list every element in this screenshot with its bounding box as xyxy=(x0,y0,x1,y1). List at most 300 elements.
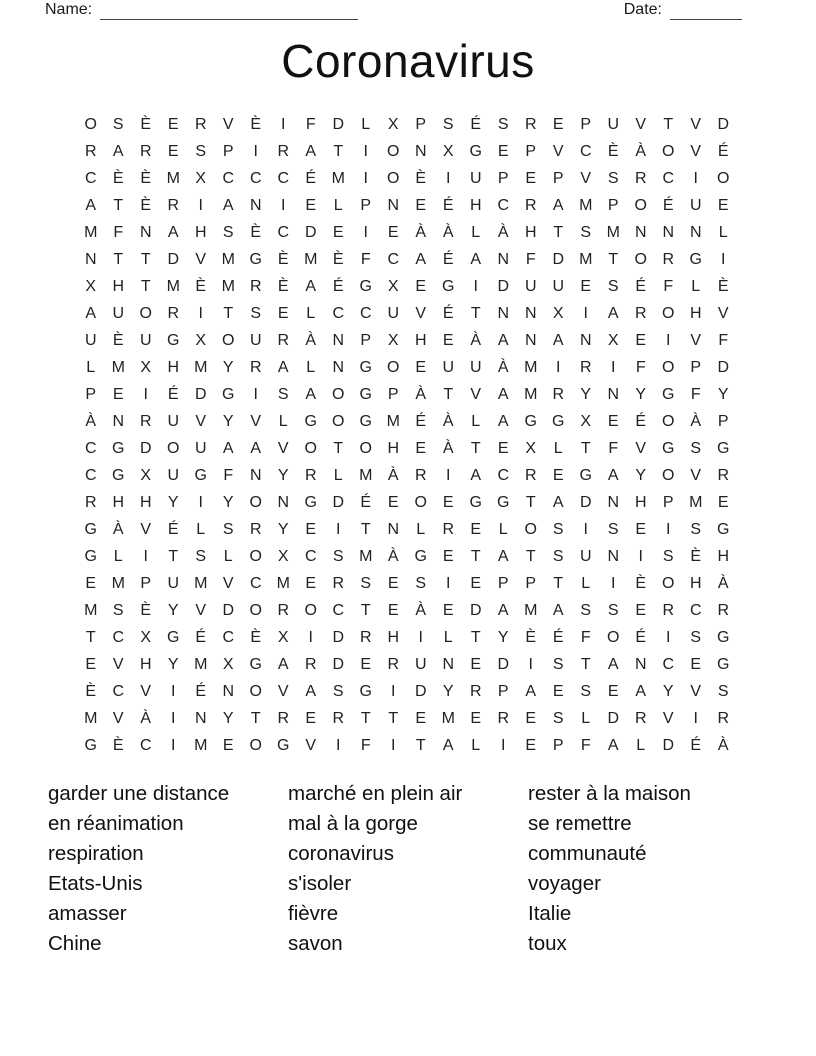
grid-cell: G xyxy=(304,493,317,511)
grid-cell: E xyxy=(167,115,179,133)
grid-cell: E xyxy=(580,277,592,295)
grid-cell: H xyxy=(524,223,537,241)
grid-cell: H xyxy=(112,277,125,295)
grid-cell: X xyxy=(442,142,454,160)
grid-cell: H xyxy=(689,304,702,322)
grid-cell: É xyxy=(690,736,702,754)
grid-cell: E xyxy=(442,493,454,511)
grid-cell: O xyxy=(387,142,400,160)
grid-cell: S xyxy=(580,223,592,241)
grid-cell: I xyxy=(446,466,451,484)
grid-cell: D xyxy=(662,736,675,754)
grid-cell: F xyxy=(305,115,316,133)
grid-cell: R xyxy=(332,574,345,592)
grid-cell: R xyxy=(717,709,730,727)
grid-cell: N xyxy=(332,331,345,349)
grid-cell: R xyxy=(304,466,317,484)
grid-cell: O xyxy=(662,412,675,430)
grid-cell: R xyxy=(277,601,290,619)
grid-cell: U xyxy=(387,304,400,322)
grid-cell: G xyxy=(524,412,537,430)
grid-cell: I xyxy=(528,655,533,673)
grid-cell: G xyxy=(359,277,372,295)
grid-cell: E xyxy=(525,709,537,727)
word-item: fièvre xyxy=(288,902,339,925)
grid-cell: E xyxy=(360,655,372,673)
grid-cell: E xyxy=(635,520,647,538)
grid-cell: R xyxy=(717,466,730,484)
grid-cell: E xyxy=(277,304,289,322)
grid-cell: A xyxy=(277,358,289,376)
grid-cell: Y xyxy=(222,493,234,511)
grid-cell: É xyxy=(635,628,647,646)
grid-cell: L xyxy=(581,709,591,727)
grid-cell: X xyxy=(387,277,399,295)
grid-cell: E xyxy=(470,574,482,592)
grid-cell: F xyxy=(113,223,124,241)
grid-cell: N xyxy=(607,493,620,511)
grid-cell: L xyxy=(333,466,343,484)
grid-cell: I xyxy=(391,736,396,754)
grid-cell: É xyxy=(167,520,179,538)
word-item: garder une distance xyxy=(48,782,230,805)
grid-cell: E xyxy=(442,547,454,565)
grid-cell: É xyxy=(442,196,454,214)
grid-cell: É xyxy=(442,250,454,268)
grid-cell: P xyxy=(662,493,674,511)
grid-cell: I xyxy=(666,520,671,538)
grid-cell: N xyxy=(524,331,537,349)
grid-cell: X xyxy=(525,439,537,457)
grid-cell: E xyxy=(470,520,482,538)
grid-cell: M xyxy=(111,358,125,376)
grid-cell: A xyxy=(167,223,179,241)
grid-cell: E xyxy=(112,385,124,403)
grid-cell: I xyxy=(363,142,368,160)
grid-cell: G xyxy=(497,493,510,511)
grid-cell: È xyxy=(112,331,124,349)
grid-cell: U xyxy=(84,331,97,349)
grid-cell: P xyxy=(140,574,152,592)
grid-cell: É xyxy=(635,277,647,295)
grid-cell: E xyxy=(387,223,399,241)
grid-cell: I xyxy=(611,574,616,592)
grid-cell: V xyxy=(580,169,592,187)
grid-cell: M xyxy=(194,574,208,592)
grid-cell: F xyxy=(718,331,729,349)
grid-cell: À xyxy=(85,412,97,430)
grid-cell: A xyxy=(552,601,564,619)
grid-cell: N xyxy=(249,196,262,214)
grid-cell: O xyxy=(139,304,152,322)
grid-cell: R xyxy=(634,709,647,727)
grid-cell: I xyxy=(198,304,203,322)
grid-cell: L xyxy=(718,223,728,241)
grid-cell: O xyxy=(249,736,262,754)
grid-cell: È xyxy=(112,169,124,187)
grid-cell: T xyxy=(360,709,371,727)
grid-cell: É xyxy=(332,277,344,295)
grid-cell: È xyxy=(140,115,152,133)
grid-cell: M xyxy=(166,169,180,187)
grid-cell: A xyxy=(552,493,564,511)
grid-cell: L xyxy=(443,628,453,646)
grid-cell: A xyxy=(250,439,262,457)
grid-cell: A xyxy=(497,547,509,565)
grid-cell: A xyxy=(470,466,482,484)
grid-cell: E xyxy=(222,736,234,754)
grid-cell: A xyxy=(635,682,647,700)
grid-cell: I xyxy=(693,709,698,727)
grid-cell: Y xyxy=(167,655,179,673)
grid-cell: I xyxy=(363,169,368,187)
grid-cell: R xyxy=(524,466,537,484)
grid-cell: C xyxy=(497,196,510,214)
grid-cell: È xyxy=(112,736,124,754)
grid-cell: L xyxy=(361,115,371,133)
grid-cell: U xyxy=(442,358,455,376)
grid-cell: C xyxy=(249,169,262,187)
grid-cell: M xyxy=(221,250,235,268)
grid-cell: T xyxy=(85,628,96,646)
grid-cell: O xyxy=(249,547,262,565)
grid-cell: R xyxy=(249,520,262,538)
grid-cell: D xyxy=(497,655,510,673)
grid-cell: É xyxy=(305,169,317,187)
date-label: Date: xyxy=(623,1,662,18)
grid-cell: O xyxy=(332,412,345,430)
grid-cell: R xyxy=(717,601,730,619)
grid-cell: È xyxy=(140,601,152,619)
grid-cell: I xyxy=(666,628,671,646)
grid-cell: E xyxy=(305,520,317,538)
grid-cell: F xyxy=(525,250,536,268)
grid-cell: T xyxy=(580,655,591,673)
grid-cell: À xyxy=(497,223,509,241)
grid-cell: D xyxy=(552,250,565,268)
grid-cell: R xyxy=(139,412,152,430)
grid-cell: G xyxy=(717,628,730,646)
grid-cell: S xyxy=(442,115,454,133)
grid-cell: I xyxy=(281,115,286,133)
grid-cell: F xyxy=(360,736,371,754)
grid-cell: I xyxy=(143,385,148,403)
grid-cell: É xyxy=(442,304,454,322)
grid-cell: N xyxy=(84,250,97,268)
grid-cell: È xyxy=(277,250,289,268)
grid-cell: D xyxy=(332,493,345,511)
grid-cell: V xyxy=(635,115,647,133)
grid-cell: I xyxy=(308,628,313,646)
grid-cell: S xyxy=(607,601,619,619)
grid-cell: G xyxy=(222,385,235,403)
grid-cell: X xyxy=(195,169,207,187)
grid-cell: N xyxy=(139,223,152,241)
grid-cell: I xyxy=(363,223,368,241)
grid-cell: C xyxy=(277,169,290,187)
grid-cell: O xyxy=(332,385,345,403)
grid-cell: P xyxy=(497,169,509,187)
grid-cell: G xyxy=(84,547,97,565)
word-item: mal à la gorge xyxy=(288,812,418,835)
grid-cell: G xyxy=(469,493,482,511)
grid-cell: E xyxy=(552,682,564,700)
grid-cell: I xyxy=(446,574,451,592)
grid-cell: E xyxy=(85,574,97,592)
grid-cell: G xyxy=(84,736,97,754)
grid-cell: P xyxy=(415,115,427,133)
grid-cell: E xyxy=(415,196,427,214)
grid-cell: À xyxy=(717,736,729,754)
grid-cell: A xyxy=(305,277,317,295)
grid-cell: À xyxy=(387,547,399,565)
grid-cell: Y xyxy=(717,385,729,403)
grid-cell: P xyxy=(525,142,537,160)
grid-cell: T xyxy=(415,736,426,754)
grid-cell: P xyxy=(222,142,234,160)
grid-cell: T xyxy=(525,547,536,565)
grid-cell: C xyxy=(84,466,97,484)
grid-cell: V xyxy=(140,682,152,700)
grid-cell: G xyxy=(359,682,372,700)
grid-cell: A xyxy=(607,736,619,754)
grid-cell: E xyxy=(415,358,427,376)
grid-cell: T xyxy=(470,304,481,322)
grid-cell: A xyxy=(552,331,564,349)
grid-cell: E xyxy=(387,574,399,592)
grid-cell: T xyxy=(250,709,261,727)
grid-cell: T xyxy=(360,601,371,619)
grid-cell: Y xyxy=(167,601,179,619)
grid-cell: È xyxy=(250,223,262,241)
grid-cell: V xyxy=(415,304,427,322)
grid-cell: I xyxy=(556,358,561,376)
grid-cell: S xyxy=(662,547,674,565)
grid-cell: O xyxy=(304,439,317,457)
grid-cell: N xyxy=(442,655,455,673)
grid-cell: R xyxy=(249,358,262,376)
grid-cell: H xyxy=(139,493,152,511)
grid-cell: U xyxy=(414,655,427,673)
grid-cell: X xyxy=(387,115,399,133)
grid-cell: U xyxy=(579,547,592,565)
grid-cell: G xyxy=(579,466,592,484)
grid-cell: N xyxy=(634,655,647,673)
grid-cell: D xyxy=(167,250,180,268)
grid-cell: O xyxy=(662,574,675,592)
grid-cell: C xyxy=(359,304,372,322)
grid-cell: X xyxy=(387,331,399,349)
grid-cell: S xyxy=(415,574,427,592)
grid-cell: I xyxy=(171,709,176,727)
grid-cell: A xyxy=(222,196,234,214)
grid-cell: Y xyxy=(222,358,234,376)
grid-cell: É xyxy=(717,142,729,160)
grid-cell: V xyxy=(690,115,702,133)
grid-cell: I xyxy=(721,250,726,268)
grid-cell: M xyxy=(84,709,98,727)
grid-cell: M xyxy=(194,655,208,673)
grid-cell: È xyxy=(332,250,344,268)
grid-cell: I xyxy=(253,385,258,403)
grid-cell: O xyxy=(249,601,262,619)
grid-cell: I xyxy=(666,331,671,349)
word-item: en réanimation xyxy=(48,812,184,835)
grid-cell: È xyxy=(85,682,97,700)
grid-cell: R xyxy=(662,601,675,619)
grid-cell: G xyxy=(194,466,207,484)
grid-cell: R xyxy=(167,196,180,214)
word-item: Chine xyxy=(48,932,102,955)
grid-cell: H xyxy=(139,655,152,673)
grid-cell: E xyxy=(607,682,619,700)
grid-cell: G xyxy=(359,358,372,376)
grid-cell: O xyxy=(387,169,400,187)
grid-cell: C xyxy=(84,169,97,187)
grid-cell: G xyxy=(662,439,675,457)
grid-cell: M xyxy=(359,466,373,484)
grid-cell: N xyxy=(497,250,510,268)
grid-cell: È xyxy=(250,115,262,133)
grid-cell: G xyxy=(717,439,730,457)
grid-cell: O xyxy=(414,493,427,511)
grid-cell: G xyxy=(689,250,702,268)
grid-cell: I xyxy=(198,196,203,214)
grid-cell: È xyxy=(140,196,152,214)
grid-cell: A xyxy=(222,439,234,457)
grid-cell: P xyxy=(85,385,97,403)
grid-cell: R xyxy=(469,682,482,700)
grid-cell: A xyxy=(525,682,537,700)
grid-cell: M xyxy=(276,574,290,592)
grid-cell: V xyxy=(195,601,207,619)
grid-cell: S xyxy=(607,520,619,538)
grid-cell: E xyxy=(415,277,427,295)
grid-cell: É xyxy=(195,628,207,646)
grid-cell: S xyxy=(552,547,564,565)
grid-cell: L xyxy=(86,358,96,376)
grid-cell: A xyxy=(305,142,317,160)
grid-cell: Y xyxy=(277,466,289,484)
grid-cell: V xyxy=(662,709,674,727)
grid-cell: H xyxy=(387,439,400,457)
grid-cell: I xyxy=(198,493,203,511)
grid-cell: E xyxy=(305,574,317,592)
grid-cell: N xyxy=(607,385,620,403)
grid-cell: T xyxy=(388,709,399,727)
page-title: Coronavirus xyxy=(281,35,535,87)
grid-cell: D xyxy=(607,709,620,727)
grid-cell: U xyxy=(194,439,207,457)
grid-cell: A xyxy=(552,196,564,214)
grid-cell: T xyxy=(333,439,344,457)
grid-cell: V xyxy=(690,466,702,484)
grid-cell: S xyxy=(195,142,207,160)
grid-cell: O xyxy=(167,439,180,457)
grid-cell: T xyxy=(443,385,454,403)
grid-cell: F xyxy=(223,466,234,484)
grid-cell: O xyxy=(249,682,262,700)
grid-cell: À xyxy=(112,520,124,538)
grid-cell: O xyxy=(387,358,400,376)
grid-cell: D xyxy=(332,655,345,673)
grid-cell: D xyxy=(414,682,427,700)
grid-cell: A xyxy=(497,412,509,430)
grid-cell: L xyxy=(306,358,316,376)
grid-cell: C xyxy=(662,655,675,673)
grid-cell: E xyxy=(470,709,482,727)
grid-cell: E xyxy=(442,331,454,349)
grid-cell: R xyxy=(84,493,97,511)
grid-cell: E xyxy=(305,709,317,727)
grid-cell: R xyxy=(387,655,400,673)
grid-cell: S xyxy=(112,115,124,133)
grid-cell: E xyxy=(525,736,537,754)
grid-cell: A xyxy=(497,331,509,349)
grid-cell: O xyxy=(634,196,647,214)
grid-cell: S xyxy=(552,709,564,727)
grid-cell: V xyxy=(690,682,702,700)
word-item: rester à la maison xyxy=(528,782,691,805)
grid-cell: G xyxy=(249,250,262,268)
grid-cell: Y xyxy=(222,412,234,430)
grid-cell: D xyxy=(497,277,510,295)
grid-cell: I xyxy=(336,736,341,754)
grid-cell: F xyxy=(635,358,646,376)
grid-cell: M xyxy=(221,277,235,295)
grid-cell: T xyxy=(608,250,619,268)
grid-cell: S xyxy=(607,169,619,187)
grid-cell: R xyxy=(634,169,647,187)
grid-cell: S xyxy=(690,439,702,457)
grid-cell: I xyxy=(501,736,506,754)
grid-cell: É xyxy=(195,682,207,700)
grid-cell: R xyxy=(332,709,345,727)
grid-cell: C xyxy=(304,547,317,565)
grid-cell: C xyxy=(222,169,235,187)
grid-cell: È xyxy=(250,628,262,646)
grid-cell: N xyxy=(387,196,400,214)
grid-cell: I xyxy=(611,358,616,376)
grid-cell: G xyxy=(167,628,180,646)
grid-cell: Y xyxy=(277,520,289,538)
grid-cell: L xyxy=(416,520,426,538)
grid-cell: M xyxy=(194,736,208,754)
grid-cell: S xyxy=(497,115,509,133)
grid-cell: T xyxy=(113,196,124,214)
grid-cell: R xyxy=(442,520,455,538)
grid-cell: E xyxy=(552,466,564,484)
grid-cell: S xyxy=(552,520,564,538)
grid-cell: E xyxy=(635,601,647,619)
grid-cell: À xyxy=(497,358,509,376)
grid-cell: À xyxy=(415,601,427,619)
grid-cell: M xyxy=(111,574,125,592)
grid-cell: P xyxy=(387,385,399,403)
grid-cell: È xyxy=(277,277,289,295)
grid-cell: T xyxy=(580,439,591,457)
grid-cell: X xyxy=(85,277,97,295)
grid-cell: G xyxy=(84,520,97,538)
grid-cell: H xyxy=(167,358,180,376)
grid-cell: D xyxy=(194,385,207,403)
grid-cell: Y xyxy=(635,466,647,484)
grid-cell: I xyxy=(281,196,286,214)
grid-cell: R xyxy=(524,196,537,214)
word-list-column xyxy=(288,779,528,959)
word-item: marché en plein air xyxy=(288,782,463,805)
grid-cell: N xyxy=(414,142,427,160)
